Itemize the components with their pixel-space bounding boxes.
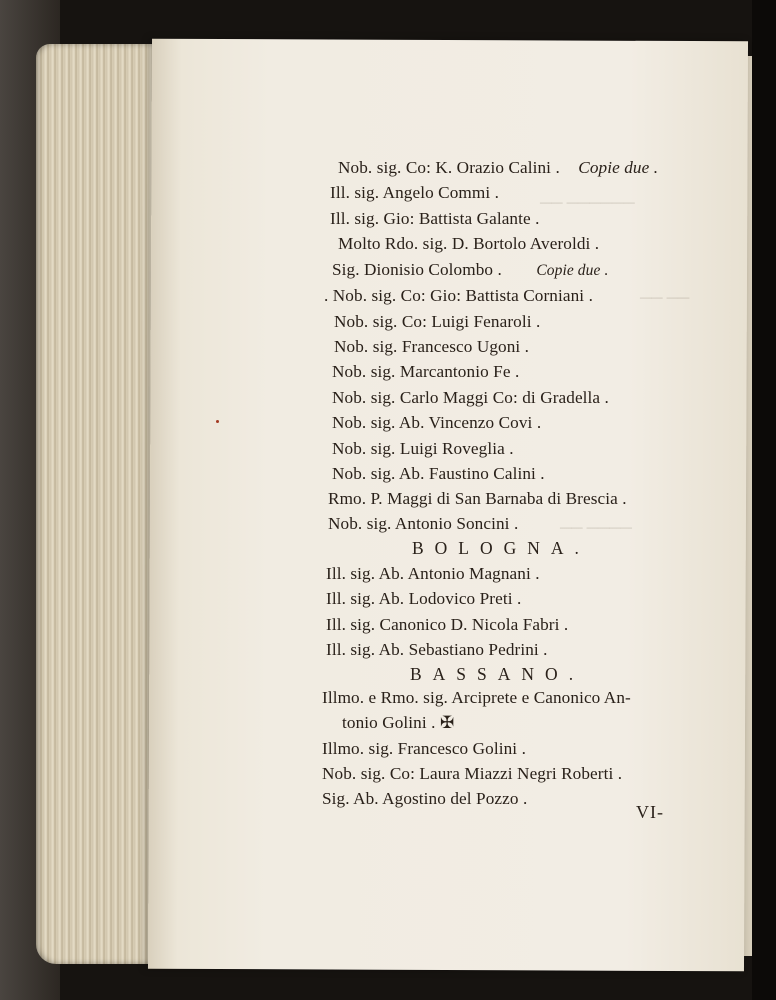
list-item: Nob. sig. Carlo Maggi Co: di Gradella . — [332, 388, 609, 407]
list-item: Ill. sig. Canonico D. Nicola Fabri . — [326, 615, 569, 634]
list-item: Nob. sig. Ab. Vincenzo Covi . — [332, 413, 542, 432]
list-item: Molto Rdo. sig. D. Bortolo Averoldi . — [338, 234, 600, 253]
list-item: Rmo. P. Maggi di San Barnaba di Brescia . — [328, 489, 627, 508]
list-item: . Nob. sig. Co: Gio: Battista Corniani . — [324, 286, 593, 305]
list-item: Nob. sig. Co: Luigi Fenaroli . — [334, 312, 541, 331]
section-heading-bassano: BASSANO. — [410, 664, 585, 684]
background-right — [752, 0, 776, 1000]
list-item: Ill. sig. Ab. Antonio Magnani . — [326, 564, 540, 583]
section-heading-bologna: BOLOGNA. — [412, 538, 590, 558]
list-item: Nob. sig. Co: Laura Miazzi Negri Roberti . — [322, 764, 623, 783]
list-item: Sig. Dionisio Colombo . Copie due . — [332, 260, 609, 279]
list-item: Illmo. sig. Francesco Golini . — [322, 739, 526, 758]
list-item: Nob. sig. Co: K. Orazio Calini . Copie due . — [338, 158, 659, 177]
list-item: Nob. sig. Antonio Soncini . — [328, 514, 519, 533]
list-item: Ill. sig. Ab. Sebastiano Pedrini . — [326, 640, 548, 659]
list-item: Illmo. e Rmo. sig. Arciprete e Canonico An- — [322, 688, 631, 707]
list-item: Nob. sig. Ab. Faustino Calini . — [332, 464, 545, 483]
bleed-through: ──── ── — [560, 520, 633, 537]
list-item: Ill. sig. Angelo Commi . — [330, 183, 500, 202]
ink-speck — [216, 420, 219, 423]
list-item: Nob. sig. Luigi Roveglia . — [332, 439, 514, 458]
bleed-through: ────── ── — [540, 195, 635, 212]
list-item: Nob. sig. Marcantonio Fe . — [332, 362, 520, 381]
bleed-through: ── ── — [640, 290, 690, 307]
list-item: Sig. Ab. Agostino del Pozzo . — [322, 789, 528, 808]
list-item: Ill. sig. Ab. Lodovico Preti . — [326, 589, 522, 608]
list-item: Nob. sig. Francesco Ugoni . — [334, 337, 530, 356]
catchword: VI- — [636, 802, 664, 822]
list-item: Ill. sig. Gio: Battista Galante . — [330, 209, 540, 228]
list-item: tonio Golini . ✠ — [342, 713, 455, 732]
